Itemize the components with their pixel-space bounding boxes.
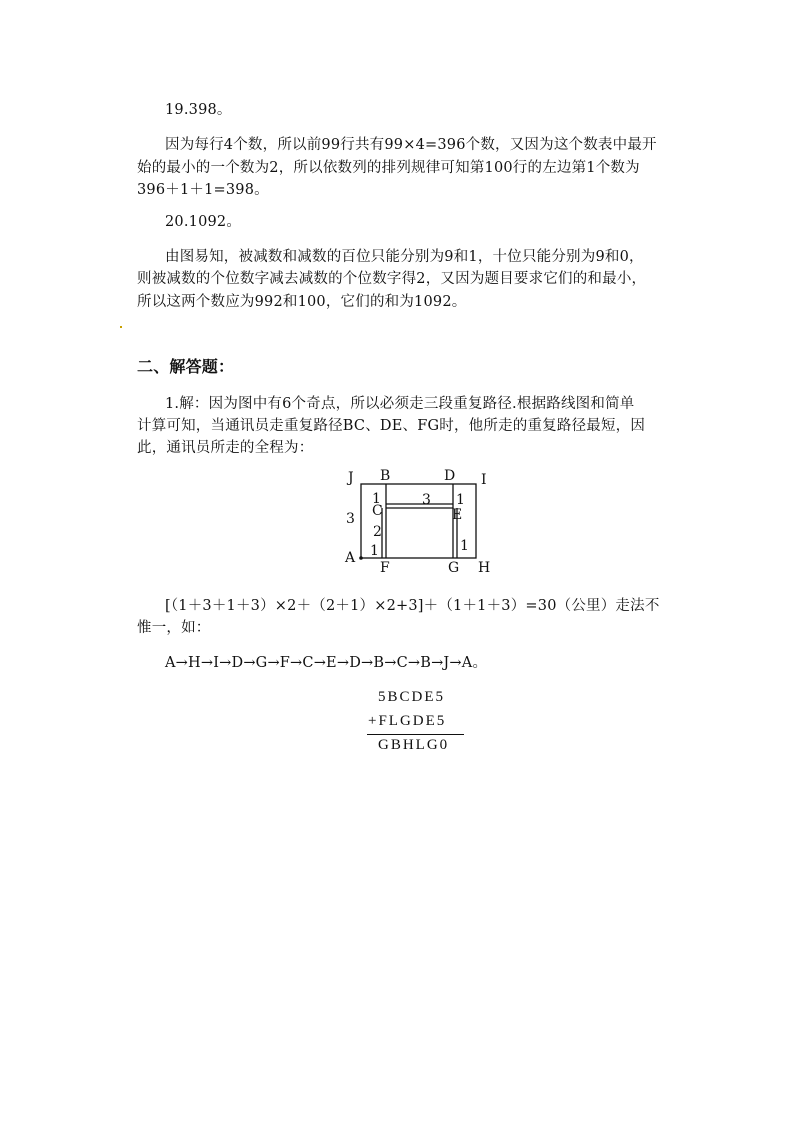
arith-row-1: 5BCDE5 xyxy=(378,689,446,705)
answer-19-line-2: 始的最小的一个数为2，所以依数列的排列规律可知第100行的左边第1个数为 xyxy=(137,160,640,176)
label-g: G xyxy=(448,560,460,576)
arith-row-2: +FLGDE5 xyxy=(368,713,447,729)
arith-row-3: GBHLG0 xyxy=(378,737,450,753)
answer-19-line-3: 396＋1＋1=398。 xyxy=(137,182,269,198)
edge-label-cf-mid: 2 xyxy=(373,524,382,540)
formula-line-2: 惟一，如： xyxy=(137,620,211,636)
label-e: E xyxy=(452,507,463,523)
formula-line-1: [（1＋3＋1＋3）×2＋（2＋1）×2+3]＋（1＋1＋3）=30（公里）走法不 xyxy=(165,598,660,614)
label-j: J xyxy=(348,470,354,486)
route-diagram xyxy=(340,468,520,578)
answer-20-line-2: 则被减数的个位数字减去减数的个位数字得2，又因为题目要求它们的和最小， xyxy=(137,271,647,287)
edge-label-eg: 1 xyxy=(460,538,469,554)
answer-20-number: 20.1092。 xyxy=(165,214,242,230)
label-c: C xyxy=(372,503,383,519)
label-f: F xyxy=(380,560,390,576)
edge-label-de: 1 xyxy=(456,492,465,508)
edge-label-ce: 3 xyxy=(422,492,431,508)
answer-19-line-1: 因为每行4个数，所以前99行共有99×4=396个数，又因为这个数表中最开 xyxy=(165,137,657,153)
edge-label-ja: 3 xyxy=(346,511,355,527)
stray-dot xyxy=(120,326,122,328)
label-h: H xyxy=(478,560,491,576)
arith-rule xyxy=(367,734,464,735)
section-heading: 二、解答题： xyxy=(137,357,235,376)
label-d: D xyxy=(444,468,456,484)
answer-20-line-3: 所以这两个数应为992和100，它们的和为1092。 xyxy=(137,294,467,310)
edge-label-bc: 1 xyxy=(372,491,381,507)
label-i: I xyxy=(481,472,487,488)
answer-1-line-1: 1.解：因为图中有6个奇点，所以必须走三段重复路径.根据路线图和简单 xyxy=(165,396,635,412)
label-b: B xyxy=(380,468,391,484)
route-sequence: A→H→I→D→G→F→C→E→D→B→C→B→J→A。 xyxy=(165,655,488,671)
answer-19-number: 19.398。 xyxy=(165,102,232,118)
label-a: A xyxy=(345,550,356,566)
point-a xyxy=(359,556,363,560)
answer-1-line-2: 计算可知，当通讯员走重复路径BC、DE、FG时，他所走的重复路径最短，因 xyxy=(137,418,646,434)
answer-20-line-1: 由图易知，被减数和减数的百位只能分别为9和1，十位只能分别为9和0， xyxy=(165,249,644,265)
answer-1-line-3: 此，通讯员所走的全程为： xyxy=(137,440,314,456)
edge-label-cf-low: 1 xyxy=(370,543,379,559)
